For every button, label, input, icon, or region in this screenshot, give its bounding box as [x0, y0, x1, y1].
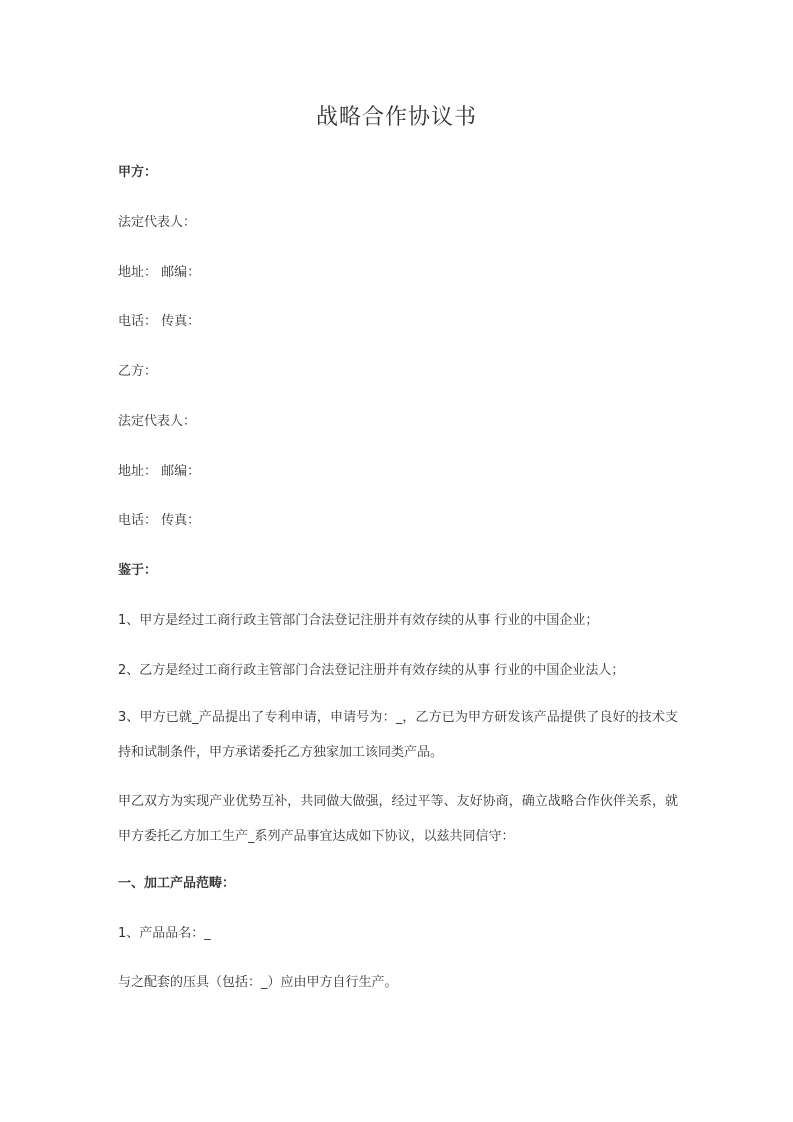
party-a-legal-rep: 法定代表人：: [118, 215, 197, 230]
whereas-item-1: 1、甲方是经过工商行政主管部门合法登记注册并有效存续的从事 行业的中国企业；: [118, 613, 599, 628]
section-1-item-1: 1、产品品名：_: [118, 926, 211, 941]
preamble-paragraph: 甲乙双方为实现产业优势互补，共同做大做强，经过平等、友好协商，确立战略合作伙伴关系，就甲方委托乙方加工生产_系列产品事宜达成如下协议，以兹共同信守：: [118, 794, 678, 844]
section-1-heading: 一、加工产品范畴：: [118, 876, 236, 891]
document-title: 战略合作协议书: [315, 105, 477, 130]
party-a-label: 甲方：: [118, 165, 158, 180]
party-b-legal-rep: 法定代表人：: [118, 414, 197, 429]
whereas-item-2: 2、乙方是经过工商行政主管部门合法登记注册并有效存续的从事 行业的中国企业法人；: [118, 663, 625, 678]
whereas-item-3: 3、甲方已就_产品提出了专利申请，申请号为：_，乙方已为甲方研发该产品提供了良好的技术支持和试制条件，甲方承诺委托乙方独家加工该同类产品。: [118, 710, 678, 760]
party-b-label: 乙方：: [118, 364, 158, 379]
party-b-address: 地址： 邮编：: [118, 464, 201, 479]
party-b-phone: 电话： 传真：: [118, 513, 201, 528]
party-a-address: 地址： 邮编：: [118, 265, 201, 280]
party-a-phone: 电话： 传真：: [118, 314, 201, 329]
whereas-heading: 鉴于：: [118, 563, 158, 578]
section-1-item-2: 与之配套的压具（包括：_）应由甲方自行生产。: [118, 975, 398, 990]
